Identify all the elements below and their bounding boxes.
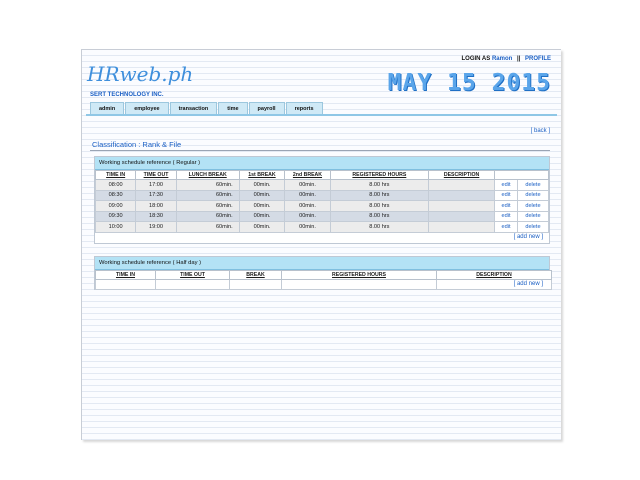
delete-link[interactable]: delete <box>525 213 541 220</box>
time-in-cell: 10:00 <box>96 222 136 233</box>
description-cell <box>428 201 494 212</box>
time-in-cell: 08:30 <box>96 190 136 201</box>
description-cell <box>428 190 494 201</box>
tabs-divider <box>86 114 557 116</box>
time-in-cell: 09:00 <box>96 201 136 212</box>
regular-schedule-table <box>95 170 549 233</box>
edit-action <box>495 190 518 201</box>
tab-employee[interactable]: employee <box>125 102 168 114</box>
second-break-cell: 00min. <box>285 211 331 222</box>
delete-action <box>517 180 548 191</box>
login-user: Ramon <box>491 56 513 62</box>
second-break-cell: 00min. <box>285 222 331 233</box>
regular-schedule-panel <box>94 156 550 244</box>
second-break-cell: 00min. <box>285 190 331 201</box>
delete-action <box>517 211 548 222</box>
company-name: SERT TECHNOLOGY INC. <box>90 92 164 98</box>
delete-action <box>517 201 548 212</box>
lunch-break-cell: 60min. <box>176 190 239 201</box>
registered-hours-cell: 8.00 hrs <box>330 180 428 191</box>
time-out-cell: 19:00 <box>136 222 176 233</box>
time-out-cell: 18:30 <box>136 211 176 222</box>
column-header: TIME OUT <box>156 271 230 280</box>
classification-divider <box>90 150 550 151</box>
login-area <box>461 56 551 62</box>
classification-title: Classification : Rank & File <box>92 140 182 149</box>
second-break-cell: 00min. <box>285 180 331 191</box>
delete-link[interactable]: delete <box>525 223 541 230</box>
delete-link[interactable]: delete <box>525 192 541 199</box>
edit-action <box>495 211 518 222</box>
edit-link[interactable]: edit <box>501 223 511 230</box>
tab-time[interactable]: time <box>218 102 247 114</box>
description-cell <box>428 211 494 222</box>
registered-hours-cell: 8.00 hrs <box>330 222 428 233</box>
column-header: 2nd BREAK <box>285 171 331 180</box>
app-window <box>81 49 561 440</box>
add-new-regular-link[interactable]: [ add new ] <box>513 234 543 240</box>
column-header: TIME IN <box>96 171 136 180</box>
first-break-cell: 00min. <box>239 180 285 191</box>
main-tabs <box>90 102 323 114</box>
actions-header <box>495 171 549 180</box>
tab-admin[interactable]: admin <box>90 102 124 114</box>
time-in-cell: 08:00 <box>96 180 136 191</box>
empty-cell <box>156 280 230 290</box>
first-break-cell: 00min. <box>239 201 285 212</box>
half-day-schedule-panel <box>94 256 550 290</box>
registered-hours-cell: 8.00 hrs <box>330 211 428 222</box>
time-out-cell: 17:30 <box>136 190 176 201</box>
delete-link[interactable]: delete <box>525 202 541 209</box>
table-header-row <box>96 171 549 180</box>
back-link[interactable]: [ back ] <box>530 128 550 134</box>
table-row <box>96 222 549 233</box>
column-header: TIME OUT <box>136 171 176 180</box>
registered-hours-cell: 8.00 hrs <box>330 201 428 212</box>
edit-link[interactable]: edit <box>501 181 511 188</box>
empty-cell <box>96 280 156 290</box>
first-break-cell: 00min. <box>239 211 285 222</box>
column-header: REGISTERED HOURS <box>330 171 428 180</box>
column-header: TIME IN <box>96 271 156 280</box>
tab-reports[interactable]: reports <box>286 102 323 114</box>
edit-link[interactable]: edit <box>501 202 511 209</box>
half-day-schedule-title: Working schedule reference ( Half day ) <box>95 257 549 270</box>
table-row <box>96 280 552 290</box>
delete-action <box>517 190 548 201</box>
login-prefix: LOGIN AS <box>461 56 491 62</box>
delete-action <box>517 222 548 233</box>
table-row <box>96 201 549 212</box>
login-separator: || <box>516 56 521 62</box>
registered-hours-cell: 8.00 hrs <box>330 190 428 201</box>
date-banner: MAY 15 2015 <box>387 70 551 96</box>
table-row <box>96 211 549 222</box>
edit-action <box>495 222 518 233</box>
column-header: LUNCH BREAK <box>176 171 239 180</box>
first-break-cell: 00min. <box>239 222 285 233</box>
column-header: 1st BREAK <box>239 171 285 180</box>
first-break-cell: 00min. <box>239 190 285 201</box>
table-row <box>96 190 549 201</box>
tab-transaction[interactable]: transaction <box>170 102 218 114</box>
table-row <box>96 180 549 191</box>
add-new-half-day-link[interactable]: [ add new ] <box>513 281 543 287</box>
lunch-break-cell: 60min. <box>176 222 239 233</box>
empty-cell <box>230 280 282 290</box>
lunch-break-cell: 60min. <box>176 201 239 212</box>
lunch-break-cell: 60min. <box>176 211 239 222</box>
edit-link[interactable]: edit <box>501 213 511 220</box>
edit-link[interactable]: edit <box>501 192 511 199</box>
column-header: DESCRIPTION <box>428 171 494 180</box>
second-break-cell: 00min. <box>285 201 331 212</box>
edit-action <box>495 180 518 191</box>
lunch-break-cell: 60min. <box>176 180 239 191</box>
time-in-cell: 09:30 <box>96 211 136 222</box>
description-cell <box>428 180 494 191</box>
hrweb-logo: HRweb.ph <box>87 62 194 86</box>
table-header-row <box>96 271 552 280</box>
half-day-schedule-table <box>95 270 552 290</box>
tab-payroll[interactable]: payroll <box>249 102 285 114</box>
time-out-cell: 17:00 <box>136 180 176 191</box>
profile-link[interactable]: PROFILE <box>524 56 551 62</box>
delete-link[interactable]: delete <box>525 181 541 188</box>
edit-action <box>495 201 518 212</box>
time-out-cell: 18:00 <box>136 201 176 212</box>
column-header: REGISTERED HOURS <box>282 271 437 280</box>
description-cell <box>428 222 494 233</box>
empty-cell <box>282 280 437 290</box>
header-bar <box>82 50 561 61</box>
column-header: DESCRIPTION <box>437 271 552 280</box>
regular-schedule-title: Working schedule reference ( Regular ) <box>95 157 549 170</box>
column-header: BREAK <box>230 271 282 280</box>
